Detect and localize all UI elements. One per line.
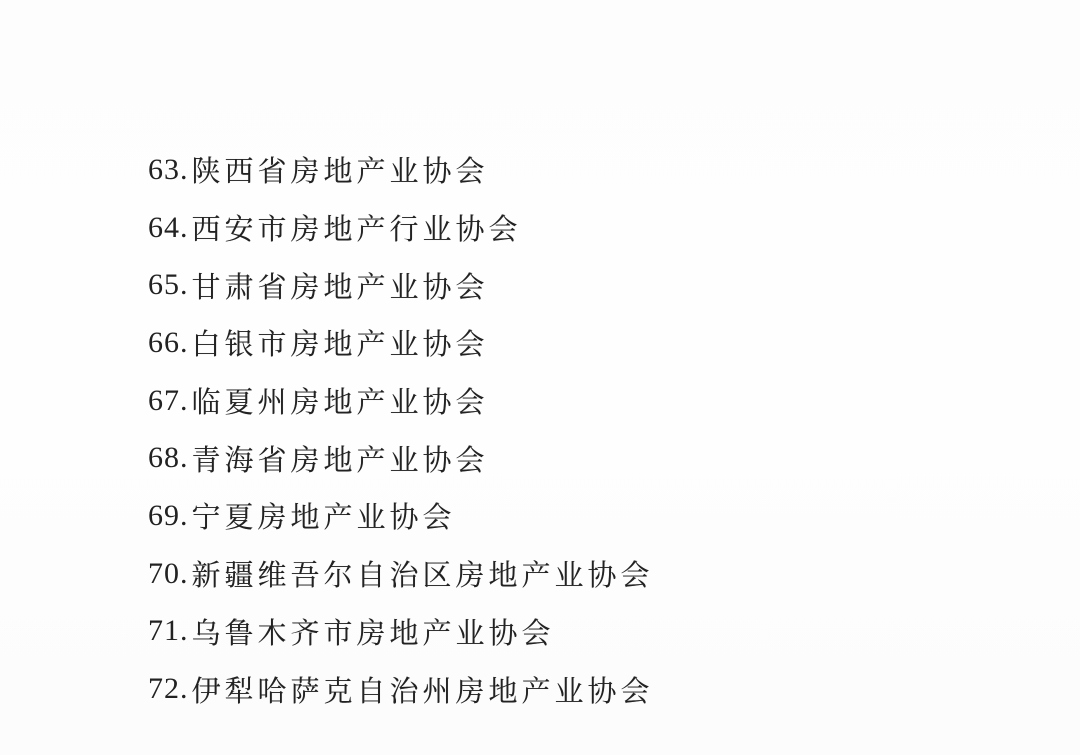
item-number: 69.: [148, 498, 189, 532]
item-number: 72.: [148, 672, 189, 706]
list-item: [148, 199, 654, 257]
item-name: 临夏州房地产业协会: [191, 387, 489, 420]
item-name: 陕西省房地产业协会: [191, 156, 489, 189]
item-number: 65.: [148, 268, 189, 302]
item-name: 伊犁哈萨克自治州房地产业协会: [191, 675, 654, 708]
item-name: 甘肃省房地产业协会: [191, 271, 489, 304]
list-item: [148, 141, 654, 199]
item-number: 68.: [148, 441, 189, 475]
list-item: [148, 314, 654, 372]
item-number: 71.: [148, 614, 189, 648]
list-item: [148, 660, 654, 718]
item-number: 66.: [148, 325, 189, 359]
association-list: [148, 141, 654, 718]
item-number: 67.: [148, 383, 189, 417]
list-item: [148, 545, 654, 603]
list-item: [148, 487, 654, 545]
list-item: [148, 603, 654, 661]
item-number: 70.: [148, 556, 189, 590]
list-item: [148, 256, 654, 314]
item-name: 乌鲁木齐市房地产业协会: [191, 617, 555, 650]
item-name: 西安市房地产行业协会: [191, 214, 522, 247]
item-name: 白银市房地产业协会: [191, 329, 489, 362]
list-item: [148, 429, 654, 487]
item-number: 64.: [148, 210, 189, 244]
list-item: [148, 372, 654, 430]
item-number: 63.: [148, 152, 189, 186]
item-name: 宁夏房地产业协会: [191, 502, 456, 535]
item-name: 新疆维吾尔自治区房地产业协会: [191, 560, 654, 593]
item-name: 青海省房地产业协会: [191, 444, 489, 477]
